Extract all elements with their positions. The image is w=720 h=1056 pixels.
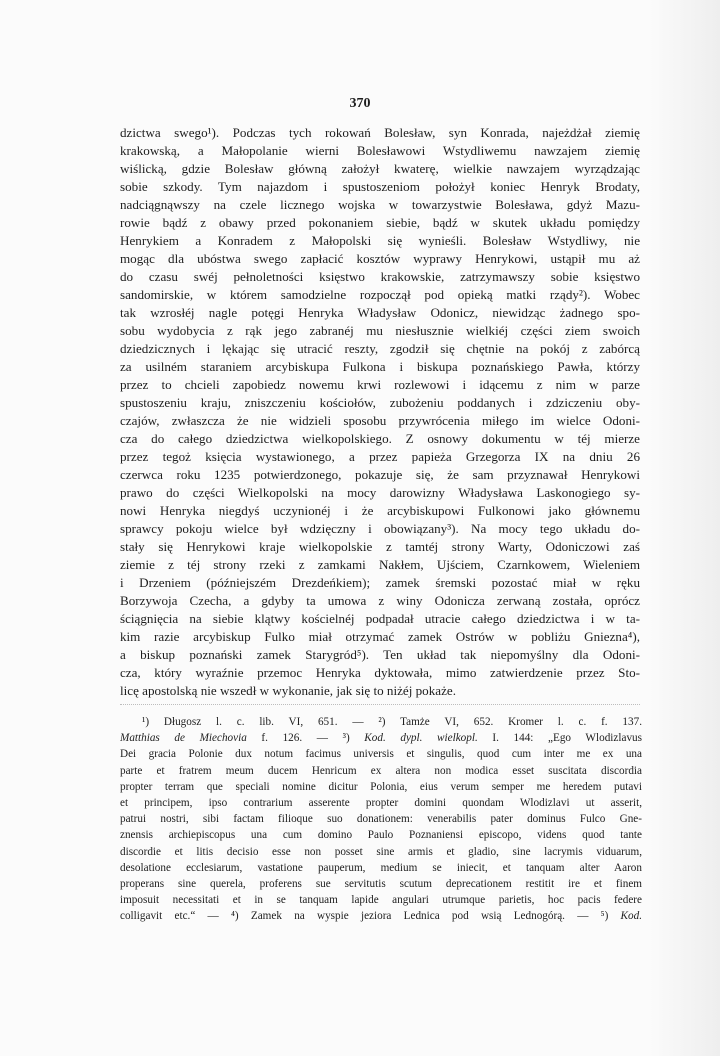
page-number: 370 <box>349 96 371 111</box>
body-line: cza, który wyraźnie przemoc Henryka dyktowała, mimo zatwierdzenie przez Sto- <box>120 665 640 680</box>
body-line: i Drzeniem (późniejszém Drezdeńkiem); zamek śremski pozostać miał w ręku <box>120 575 640 590</box>
body-line: prawo do części Wielkopolski na mocy darowizny Władysława Laskonogiego sy- <box>120 485 640 500</box>
body-line: rowie bądź z obawy przed pokonaniem siebie, bądź w skutek układu pomiędzy <box>120 215 640 230</box>
body-line: tak wzrosłéj nagle potęgi Henryka Władysław Odonicz, niewidząc żadnego spo- <box>120 305 640 320</box>
body-line: nowi Henryka niegdyś uczynionéj i że arcybiskupowi Fulkonowi jako głównemu <box>120 503 640 518</box>
body-line: Henrykiem a Konradem z Małopolski się wynieśli. Bolesław Wstydliwy, nie <box>120 233 640 248</box>
footnote-line: desolatione ecclesiarum, vastatione pauperum, medium se iniecit, et tanquam alter Aaron <box>120 861 642 874</box>
body-line: do czasu swéj pełnoletności księstwo krakowskie, zatrzymawszy sobie księstwo <box>120 269 640 284</box>
body-line: nadciągnąwszy na czele licznego wojska w towarzystwie Bolesława, gdyż Mazu- <box>120 197 640 212</box>
body-line: dzictwa swego¹). Podczas tych rokowań Bolesław, syn Konrada, najeżdżał ziemię <box>120 125 640 140</box>
footnote-line: et principem, ipso contrarium asserente propter domini quondam Wlodizlavi ut asserit, <box>120 796 642 809</box>
body-line: sobu wydobycia z rąk jego zabranéj mu niesłusznie wielkiéj części ziem swoich <box>120 323 640 338</box>
body-line: czajów, zwłaszcza że nie widzieli sposobu przywrócenia miłego im wielce Odoni- <box>120 413 640 428</box>
body-line: za usilném staraniem arcybiskupa Fulkona i biskupa poznańskiego Pawła, którzy <box>120 359 640 374</box>
body-line: spustoszeniu kraju, zniszczeniu kościołów, zubożeniu poddanych i zdziczeniu oby- <box>120 395 640 410</box>
body-line: ziemie z téj strony rzeki z zamkami Nakłem, Ujściem, Czarnkowem, Wieleniem <box>120 557 640 572</box>
body-line: sobie szkody. Tym najazdom i spustoszeniom położył koniec Henryk Brodaty, <box>120 179 640 194</box>
body-line: kim razie arcybiskup Fulko miał otrzymać zamek Ostrów w pobliżu Gniezna⁴), <box>120 629 640 644</box>
footnote-line: Dei gracia Polonie dux notum facimus universis et singulis, quod cum inter me ex una <box>120 748 642 761</box>
body-line: ściągnięcia na siebie klątwy kościelnéj podpadał utracie całego dziedzictwa i w ta- <box>120 611 640 626</box>
body-text <box>120 124 640 700</box>
footnote-separator <box>120 704 640 705</box>
page-edge-shadow <box>650 0 720 1056</box>
footnote-line: patrui nostri, sibi factam filioque suo donationem: venerabilis pater dominus Fulco Gne- <box>120 813 642 826</box>
body-line: krakowską, a Małopolanie wierni Bolesławowi Wstydliwemu nawzajem ziemię <box>120 143 640 158</box>
footnote-line: znensis archiepiscopus una cum domino Paulo Poznaniensi episcopo, videns quod tante <box>120 829 642 842</box>
body-line: czerwca roku 1235 potwierdzonego, pokazuje się, że sam przyznawał Henrykowi <box>120 467 640 482</box>
body-line: wiślicką, gdzie Bolesław główną założył kwaterę, wielkie nawzajem wyrządzając <box>120 161 640 176</box>
footnote-line: propter terram que speciali nomine dicitur Polonia, eius verum semper me heredem putavi <box>120 780 642 793</box>
footnote-line: parte et fratrem meum ducem Henricum ex altera non modica esset suscitata discordia <box>120 764 642 777</box>
body-line: mogąc dla ubóstwa swego zapłacić kosztów wyprawy Henrykowi, ustąpił mu aż <box>120 251 640 266</box>
body-line: stały się Henrykowi kraje wielkopolskie z tamtéj strony Warty, Odoniczowi zaś <box>120 539 640 554</box>
body-line: przez to chcieli zapobiedz nowemu krwi rozlewowi i idącemu z nim w parze <box>120 377 640 392</box>
body-line: sprawcy pokoju wielce był wdzięczny i obowiązany³). Na mocy tego układu do- <box>120 521 640 536</box>
body-line: dziedzicznych i lękając się utracić reszty, zgodził się chętnie na pokój z zabórcą <box>120 341 640 356</box>
body-line: a biskup poznański zamek Starygród⁵). Ten układ tak niepomyślny dla Odoni- <box>120 647 640 662</box>
footnote-line: ¹) Długosz l. c. lib. VI, 651. — ²) Tamże VI, 652. Kromer l. c. f. 137. <box>142 716 642 728</box>
body-line: licę apostolską nie wszedł w wykonanie, jak się to niżéj pokaże. <box>120 683 456 698</box>
body-line: sandomirskie, w którem samodzielne rozpoczął pod opieką matki rządy²). Wobec <box>120 287 640 302</box>
footnote-line: Matthias de Miechovia f. 126. — ³) Kod. dypl. wielkopl. I. 144: „Ego Wlodizlavus <box>120 732 642 745</box>
footnote-line: properans sine querela, proferens sue servitutis scutum deprecationem restitit ire et finem <box>120 877 642 890</box>
body-line: cza do całego dziedzictwa wielkopolskiego. Z osnowy dokumentu w téj mierze <box>120 431 640 446</box>
footnote-line: imposuit necessitati et in se tanquam lapide angulari utrumque parietis, hoc pacis federe <box>120 894 642 907</box>
footnote-line: colligavit etc.“ — ⁴) Zamek na wyspie jeziora Lednica pod wsią Lednogórą. — ⁵) Kod. <box>120 910 642 923</box>
body-line: Borzywoja Czecha, a gdyby ta umowa z winy Odonicza zerwaną została, oprócz <box>120 593 640 608</box>
footnote-line: discordie et litis decisio esse non posset sine armis et gladio, sine lacrymis viduarum, <box>120 845 642 858</box>
footnotes <box>120 714 642 924</box>
body-line: przez tegoż księcia wystawionego, a przez papieża Grzegorza IX na dniu 26 <box>120 449 640 464</box>
